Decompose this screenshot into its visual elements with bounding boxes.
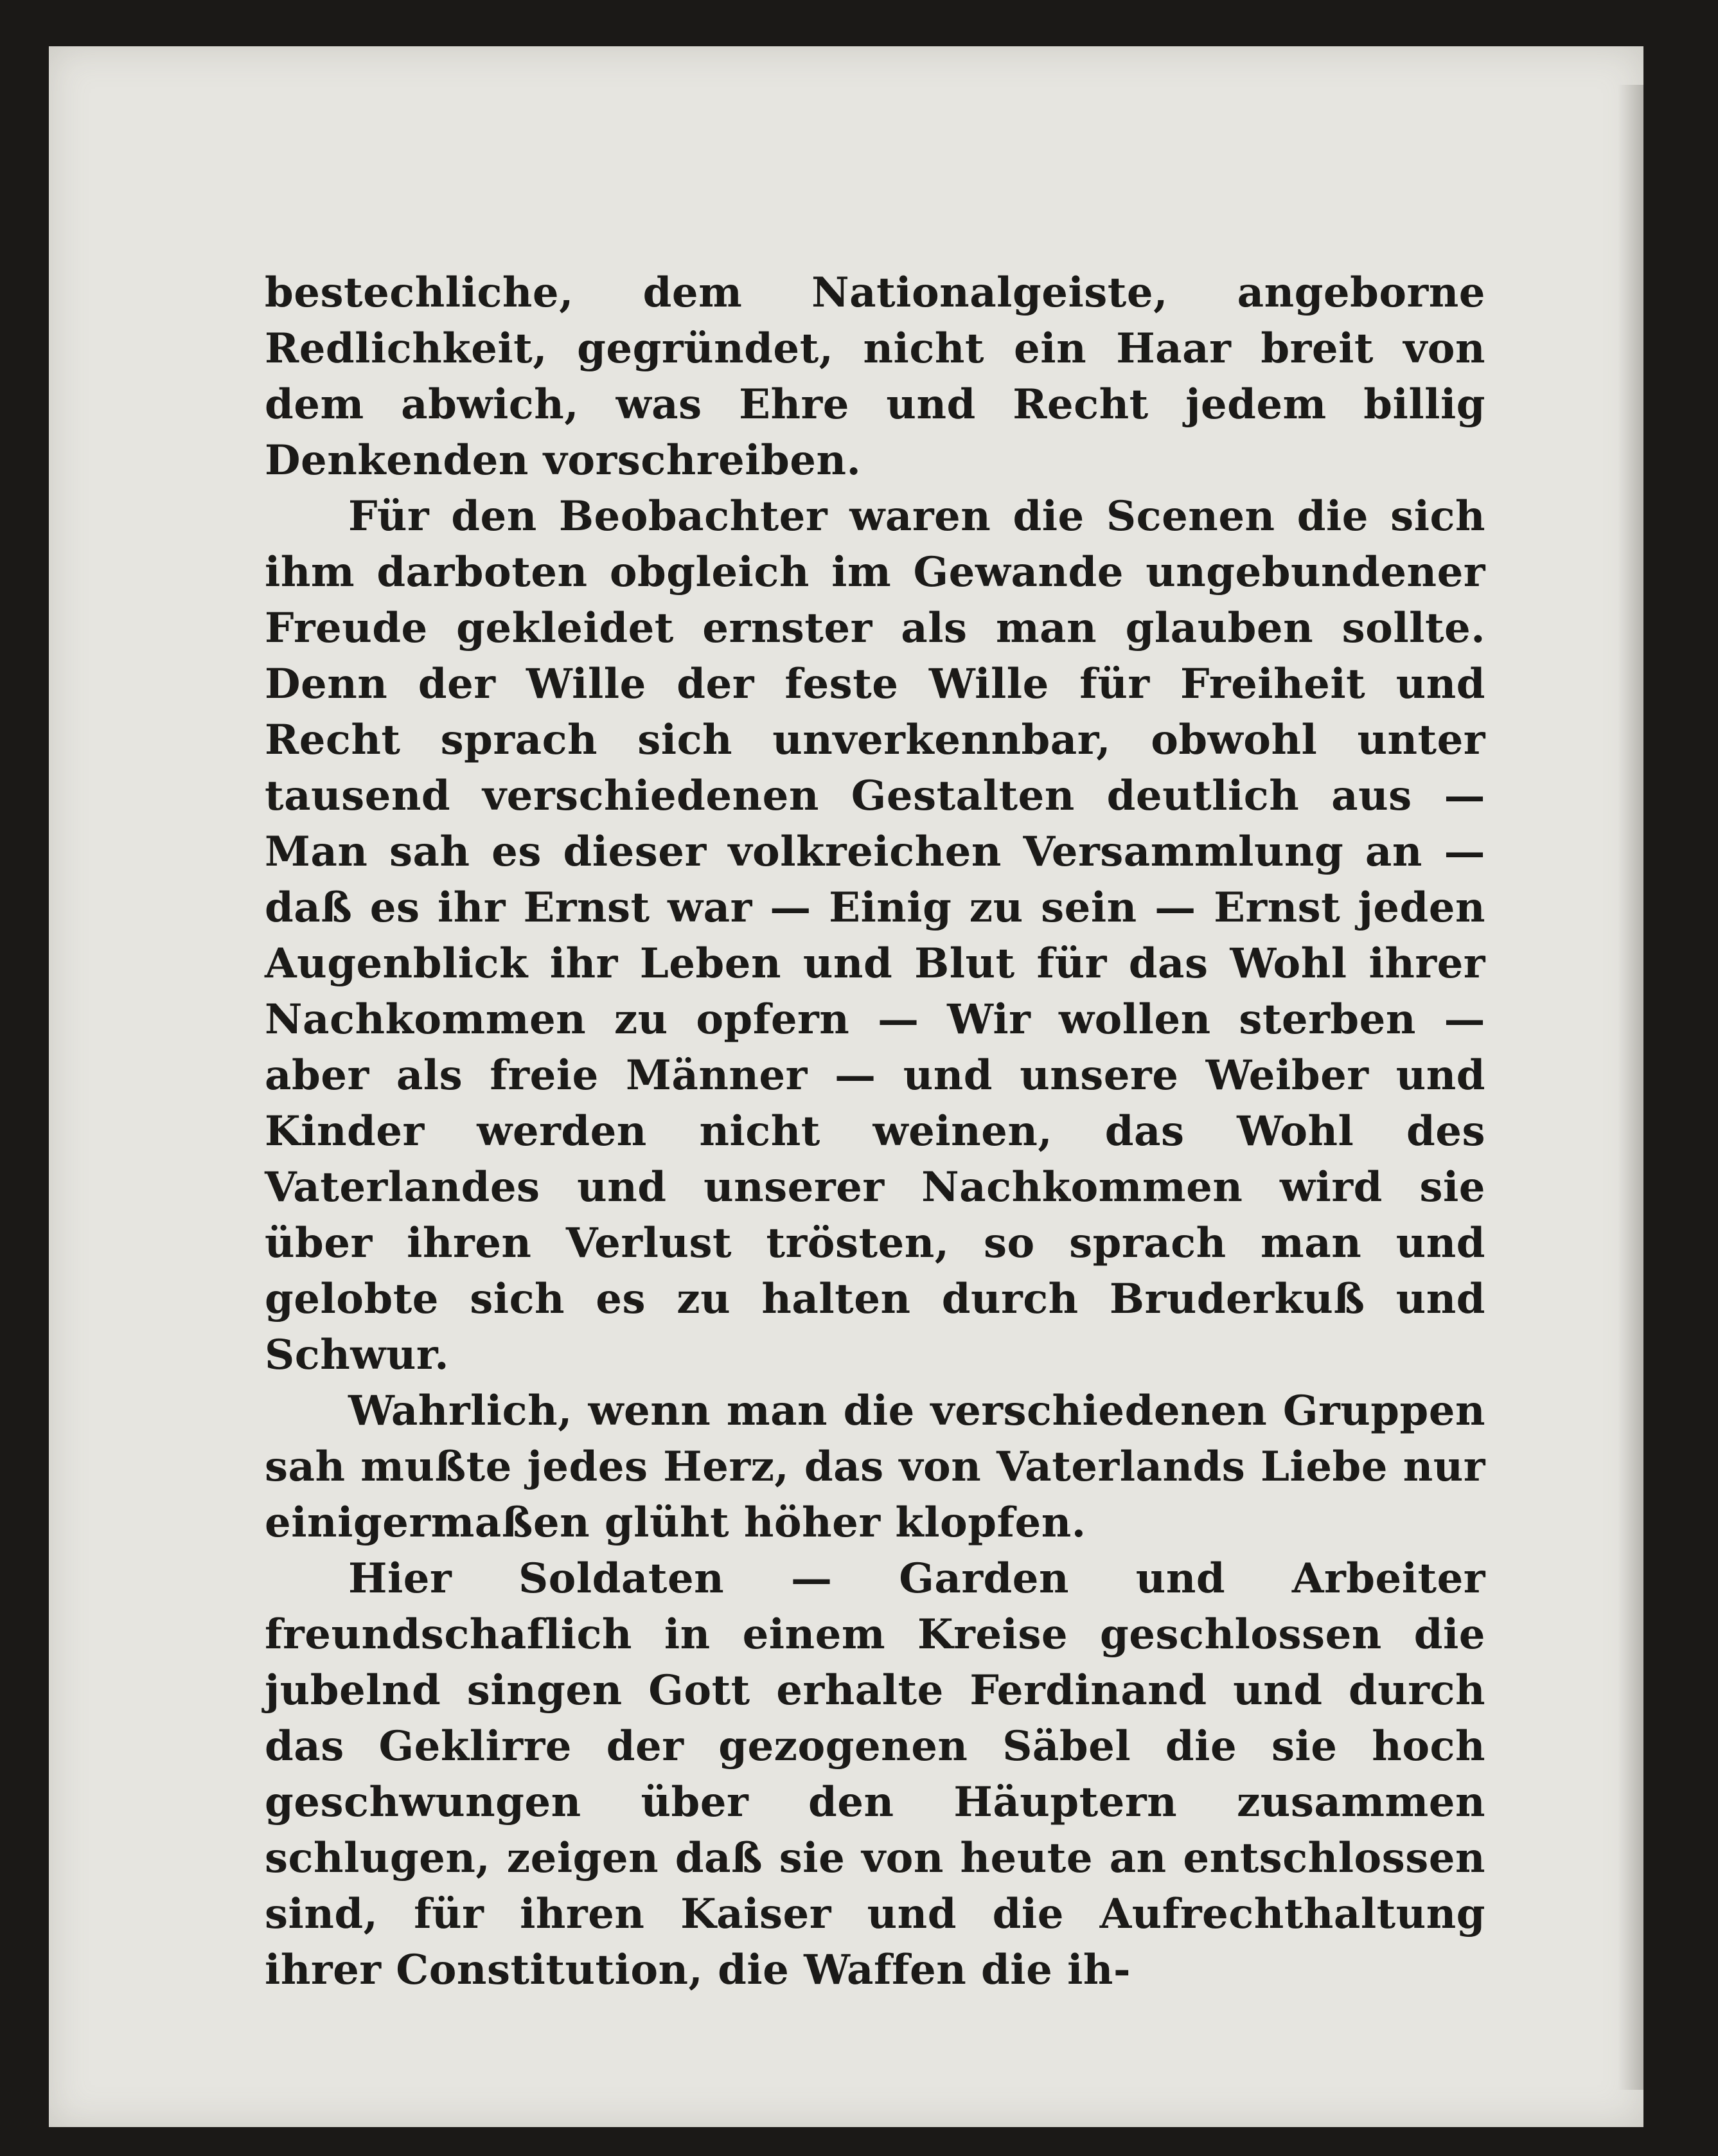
body-text	[265, 265, 1485, 1998]
paragraph: Für den Beobachter waren die Scenen die sich ihm darboten obgleich im Gewande ungebundener Freude gekleidet ernster als man glauben sollte. Denn der Wille der feste Wille für Freiheit und Recht sprach sich unverkennbar, obwohl unter tausend verschiedenen Gestalten deutlich aus — Man sah es dieser volkreichen Versammlung an — daß es ihr Ernst war — Einig zu sein — Ernst jeden Augenblick ihr Leben und Blut für das Wohl ihrer Nachkommen zu opfern — Wir wollen sterben — aber als freie Männer — und unsere Weiber und Kinder werden nicht weinen, das Wohl des Vaterlandes und unserer Nachkommen wird sie über ihren Verlust trösten, so sprach man und gelobte sich es zu halten durch Bruderkuß und Schwur.	[265, 492, 1485, 1379]
paragraph: bestechliche, dem Nationalgeiste, angeborne Redlichkeit, gegründet, nicht ein Haar breit von dem abwich, was Ehre und Recht jedem billig Denkenden vorschreiben.	[265, 269, 1485, 485]
page-edge-shadow	[1618, 85, 1643, 2090]
paragraph: Hier Soldaten — Garden und Arbeiter freundschaflich in einem Kreise geschlossen die jubelnd singen Gott erhalte Ferdinand und durch das Geklirre der gezogenen Säbel die sie hoch geschwungen über den Häuptern zusammen schlugen, zeigen daß sie von heute an entschlossen sind, für ihren Kaiser und die Aufrechthaltung ihrer Constitution, die Waffen die ih-	[265, 1555, 1485, 1994]
document-page	[49, 46, 1643, 2127]
paragraph: Wahrlich, wenn man die verschiedenen Gruppen sah mußte jedes Herz, das von Vaterlands Liebe nur einigermaßen glüht höher klopfen.	[265, 1387, 1485, 1547]
